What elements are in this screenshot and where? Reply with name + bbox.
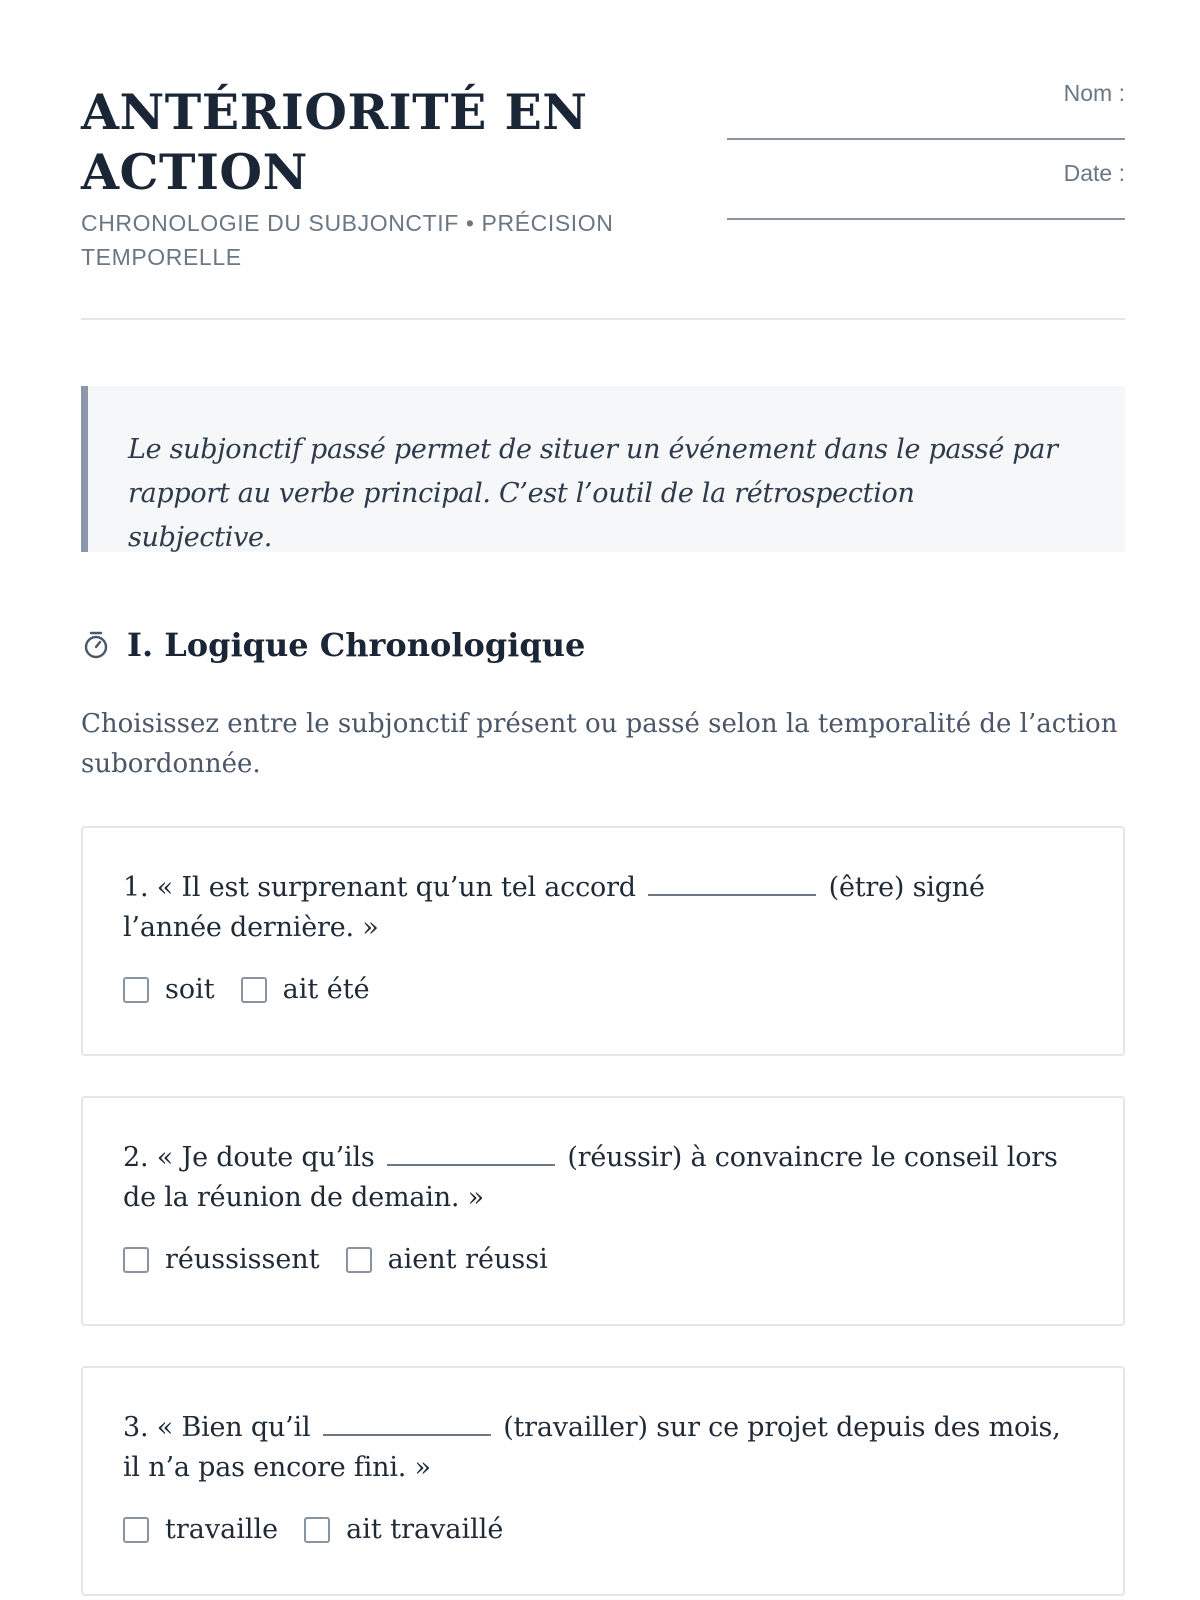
answer-options <box>123 974 1083 1005</box>
option-label: réussissent <box>165 1244 320 1275</box>
worksheet-header <box>81 0 1125 320</box>
option-travaille[interactable] <box>123 1514 278 1545</box>
option-label: ait été <box>282 974 370 1005</box>
question-text <box>123 1408 1083 1488</box>
worksheet-page <box>81 0 1125 1545</box>
checkbox[interactable] <box>346 1247 372 1273</box>
answer-blank[interactable] <box>323 1410 491 1436</box>
answer-options <box>123 1244 1083 1275</box>
option-soit[interactable] <box>123 974 215 1005</box>
checkbox[interactable] <box>304 1517 330 1543</box>
checkbox[interactable] <box>123 1247 149 1273</box>
answer-blank[interactable] <box>648 870 816 896</box>
page-subtitle: CHRONOLOGIE DU SUBJONCTIF • PRÉCISION TEMPORELLE <box>81 210 614 270</box>
checkbox[interactable] <box>241 977 267 1003</box>
stopwatch-icon <box>81 630 111 660</box>
section-title-label: I. Logique Chronologique <box>127 626 586 664</box>
page-title: ANTÉRIORITÉ EN ACTION <box>81 83 588 201</box>
option-ait-travaille[interactable] <box>304 1514 503 1545</box>
question-card <box>81 826 1125 1056</box>
question-suffix: (réussir) à convaincre le conseil lors de la réunion de demain. » <box>123 1142 1058 1213</box>
name-field[interactable] <box>727 80 1125 140</box>
question-card <box>81 1096 1125 1326</box>
question-prefix: 3. « Bien qu’il <box>123 1412 311 1443</box>
option-reussissent[interactable] <box>123 1244 320 1275</box>
option-aient-reussi[interactable] <box>346 1244 548 1275</box>
callout-text: Le subjonctif passé permet de situer un événement dans le passé par rapport au verbe principal. C’est l’outil de la rétrospection subjective. <box>128 434 1058 553</box>
option-label: travaille <box>165 1514 279 1545</box>
question-card <box>81 1366 1125 1596</box>
question-prefix: 2. « Je doute qu’ils <box>123 1142 375 1173</box>
option-label: ait travaillé <box>346 1514 504 1545</box>
option-label: aient réussi <box>387 1244 548 1275</box>
rule-callout <box>81 386 1125 552</box>
checkbox[interactable] <box>123 977 149 1003</box>
question-text <box>123 1138 1083 1218</box>
section-title <box>81 622 585 668</box>
name-field-label: Nom : <box>1063 80 1125 106</box>
option-ait-ete[interactable] <box>241 974 370 1005</box>
date-field[interactable] <box>727 160 1125 220</box>
answer-blank[interactable] <box>387 1140 555 1166</box>
date-field-label: Date : <box>1063 160 1125 186</box>
section-instructions: Choisissez entre le subjonctif présent ou passé selon la temporalité de l’action subordonnée. <box>81 709 1118 779</box>
question-prefix: 1. « Il est surprenant qu’un tel accord <box>123 872 636 903</box>
question-suffix: (travailler) sur ce projet depuis des mois, il n’a pas encore fini. » <box>123 1412 1061 1483</box>
question-suffix: (être) signé l’année dernière. » <box>123 872 985 943</box>
checkbox[interactable] <box>123 1517 149 1543</box>
option-label: soit <box>165 974 215 1005</box>
question-text <box>123 868 1083 948</box>
answer-options <box>123 1514 1083 1545</box>
